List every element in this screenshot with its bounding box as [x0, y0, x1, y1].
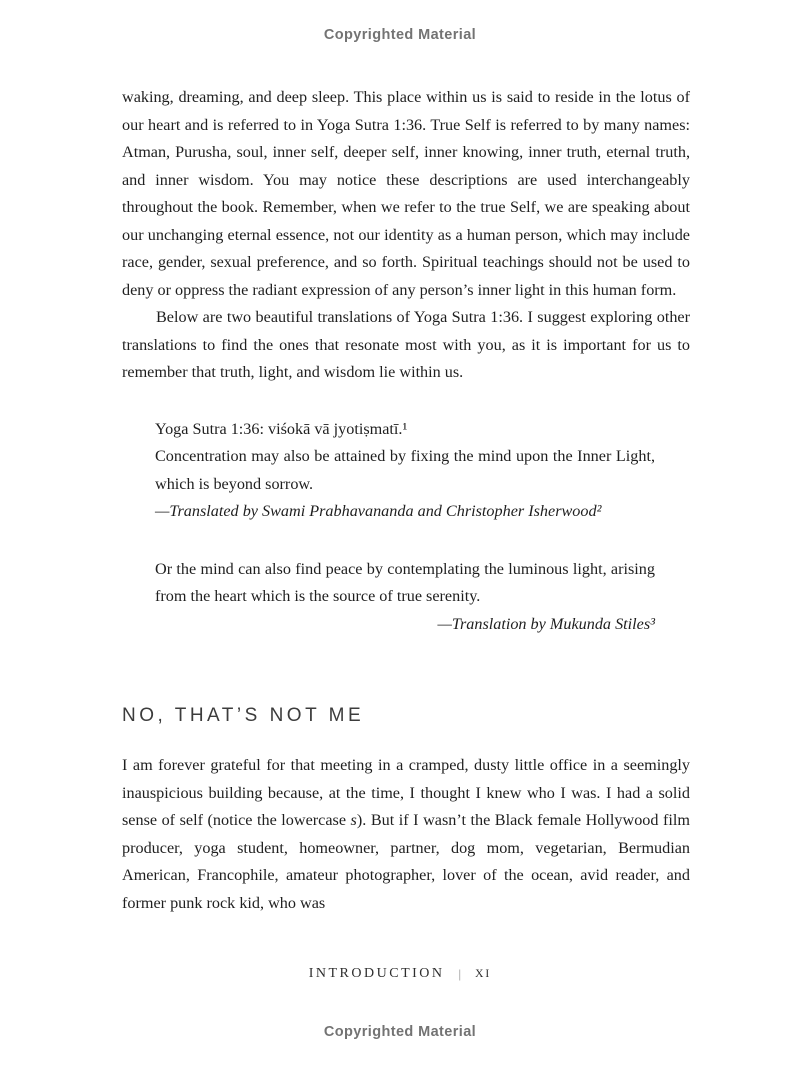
footer-separator-bar: |	[458, 966, 462, 981]
paragraph-forever-grateful-start: I am forever grateful for that meeting in a cramped, dusty little office in a seemingly inauspicious building because, at the time, I thought I knew who I was. I had a solid sense of self (notice the lowercase	[122, 756, 690, 829]
sutra-citation-line: Yoga Sutra 1:36: viśokā vā jyotiṣmatī.¹	[155, 419, 408, 438]
blockquote-stiles	[155, 556, 655, 639]
lowercase-s-emphasis: s	[350, 811, 357, 829]
blockquote-prabhavananda	[155, 416, 655, 526]
footer-chapter-label: INTRODUCTION	[308, 966, 445, 981]
footer-page-number: XI	[475, 968, 492, 980]
paragraph-forever-grateful	[122, 752, 690, 917]
quote-text-stiles: Or the mind can also find peace by contemplating the luminous light, arising from the heart which is the source of true serenity.	[155, 559, 655, 605]
copyright-notice-bottom: Copyrighted Material	[323, 1024, 477, 1040]
paragraph-forever-grateful-end: ). But if I wasn’t the Black female Hollywood film producer, yoga student, homeowner, partner, dog mom, vegetarian, Bermudian American, Francophile, amateur photographer, lover of the ocean, avid reader, and former punk rock kid, who was	[122, 811, 690, 912]
page-content	[122, 84, 690, 917]
quote-attribution-prabhavananda: —Translated by Swami Prabhavananda and Christopher Isherwood²	[155, 502, 602, 520]
page-footer	[0, 966, 800, 982]
quote-text-prabhavananda: Concentration may also be attained by fixing the mind upon the Inner Light, which is beyond sorrow.	[155, 447, 655, 493]
paragraph-translations-intro: Below are two beautiful translations of Yoga Sutra 1:36. I suggest exploring other translations to find the ones that resonate most with you, as it is important for us to remember that truth, light, and wisdom lie within us.	[122, 308, 690, 381]
paragraph-true-self: waking, dreaming, and deep sleep. This place within us is said to reside in the lotus of our heart and is referred to in Yoga Sutra 1:36. True Self is referred to by many names: Atman, Purusha, soul, inner self, deeper self, inner knowing, inner truth, eternal truth, and inner wisdom. You may notice these descriptions are used interchangeably throughout the book. Remember, when we refer to the true Self, we are speaking about our unchanging eternal essence, not our identity as a human person, which may include race, gender, sexual preference, and so forth. Spiritual teachings should not be used to deny or oppress the radiant expression of any person’s inner light in this human form.	[122, 88, 690, 299]
copyright-notice-top: Copyrighted Material	[323, 27, 477, 43]
section-heading-no-thats-not-me: NO, THAT’S NOT ME	[122, 705, 365, 726]
quote-attribution-stiles: —Translation by Mukunda Stiles³	[437, 614, 655, 633]
